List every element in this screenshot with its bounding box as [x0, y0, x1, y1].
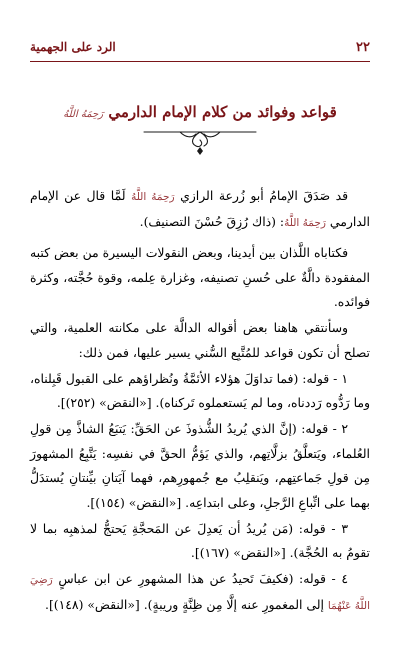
honorific-abu-zura: رَحِمَهُ اللَّهُ	[131, 191, 175, 203]
header-divider	[30, 61, 370, 62]
section-title-text: قواعد وفوائد من كلام الإمام الدارمي	[108, 103, 337, 121]
body-text	[30, 184, 370, 620]
paragraph-intro-part-c: : (ذاك رُزِقَ حُسْنَ التصنيف).	[139, 213, 285, 229]
paragraph-intro	[30, 184, 370, 235]
paragraph-intro-part-b: لَمَّا قال عن الإمام الدارمي	[30, 188, 370, 229]
page-number: ٢٢	[356, 40, 370, 55]
section-title	[24, 103, 376, 121]
quote-1: ١ - قوله: (فما تداوَلَ هؤلاء الأئمَّةُ ونُظراؤهم على القبول قَبِلناه، وما رَدُّوه رَددناه، وما لم يَستعملوه تَركناه). [«النقض» (٢٥٢)].	[30, 370, 370, 410]
quote-2: ٢ - قوله: (إنَّ الذي يُريدُ الشُّذوذَ عن الحَقِّ: يَتبَعُ الشاذَّ مِن قولِ العُلماء، ويَتعلَّقُ بزلَّاتِهم، والذي يَؤمُّ الحقَّ في نفسِه: يَتَّبِعُ المشهورَ مِن قولِ جَماعتِهم، ويَنقلِبُ مع جُمهورِهم، فهما آيَتانِ بيِّنتانِ يُستدَلُّ بهما على اتِّباعِ الرَّجلِ، وعلى ابتداعِه. [«النقض» (١٥٤)].	[30, 421, 370, 510]
quote-4-part-b: إلى المغمورِ عنه إلَّا مِن ظِنَّةٍ وريبةٍ). [«النقض» (١٤٨)].	[45, 596, 328, 612]
paragraph-selection: وسأنتقي هاهنا بعض أقواله الدالَّة على مكانته العلمية، والتي تصلح أن تكون قواعد للمُتَّبِع السُّني يسير عليها، فمن ذلك:	[30, 320, 370, 360]
quote-4-part-a: ٤ - قوله: (فكيفَ تَحيدُ عن هذا المشهورِ عن ابن عباسٍ	[52, 571, 348, 586]
quote-3: ٣ - قوله: (مَن يُريدُ أن يَعدِلَ عن المَحجَّةِ يَحتجُّ لمذهبِه بما لا تقومُ به الحُجَّة). [«النقض» (١٦٧)].	[30, 520, 370, 560]
section-title-honorific: رَحِمَهُ اللَّهُ	[63, 109, 104, 120]
quote-4	[30, 567, 370, 618]
page-header	[30, 40, 370, 58]
paragraph-books: فكتاباه اللَّذان بين أيدينا، وبعض النقولات اليسيرة من بعض كتبه المفقودة دالَّةٌ على حُسنِ تصنيفه، وغزارة عِلمه، وقوة حُجَّته، وكثرة فوائده.	[30, 245, 370, 309]
title-ornament	[140, 125, 260, 155]
running-title: الرد على الجهمية	[30, 40, 116, 54]
honorific-darimi: رَحِمَهُ اللَّهُ	[284, 216, 326, 229]
paragraph-intro-part-a: قد صَدَقَ الإمامُ أبو زُرعة الرازي	[174, 188, 349, 203]
honorific-ibn-abbas: رَضِيَ اللَّهُ عَنْهُمَا	[30, 574, 370, 612]
